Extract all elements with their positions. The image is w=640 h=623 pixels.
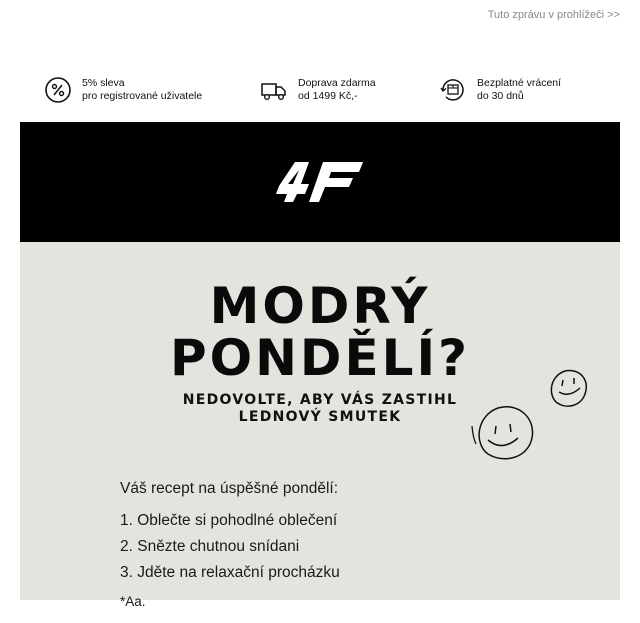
smiley-face-large-icon [472,407,533,459]
percent-icon [44,76,72,104]
smiley-face-small-icon [551,371,586,407]
recipe-list [120,512,560,582]
benefits-bar [44,76,604,110]
benefit-returns[interactable] [439,76,561,104]
benefit-discount-title: 5% sleva [82,77,125,89]
benefit-discount[interactable] [44,76,202,104]
hero-subline-line1: NEDOVOLTE, ABY VÁS ZASTIHL [182,392,458,408]
view-in-browser-link[interactable]: Tuto zprávu v prohlížeči >> [487,9,620,21]
hero-panel [20,242,620,609]
recipe-footnote: *Aa. [120,594,146,609]
recipe-block [120,480,560,623]
hero-subline-line2: LEDNOVÝ SMUTEK [238,409,402,425]
benefit-shipping[interactable] [260,76,376,104]
recipe-item: 3. Jděte na relaxační procházku [120,564,340,581]
benefit-shipping-text [298,77,376,103]
benefit-discount-text [82,77,202,103]
hero-headline-line2: PONDĚLÍ? [169,329,471,387]
benefit-discount-desc: pro registrované uživatele [82,90,203,102]
benefit-returns-text [477,77,561,103]
smiley-doodles [470,366,595,466]
recipe-item: 1. Oblečte si pohodlné oblečení [120,512,338,529]
benefit-returns-desc: do 30 dnů [477,90,524,102]
recipe-intro: Váš recept na úspěšné pondělí: [120,480,339,497]
hero-headline-line1: MODRÝ [209,277,431,335]
benefit-returns-title: Bezplatné vrácení [477,77,562,89]
brand-logo-4f[interactable] [275,160,365,204]
truck-icon [260,76,288,104]
return-box-icon [439,76,467,104]
recipe-item: 2. Snězte chutnou snídani [120,538,300,555]
view-in-browser-bar [488,9,620,21]
benefit-shipping-title: Doprava zdarma [298,77,376,89]
benefit-shipping-desc: od 1499 Kč,- [298,90,358,102]
brand-header [20,122,620,242]
